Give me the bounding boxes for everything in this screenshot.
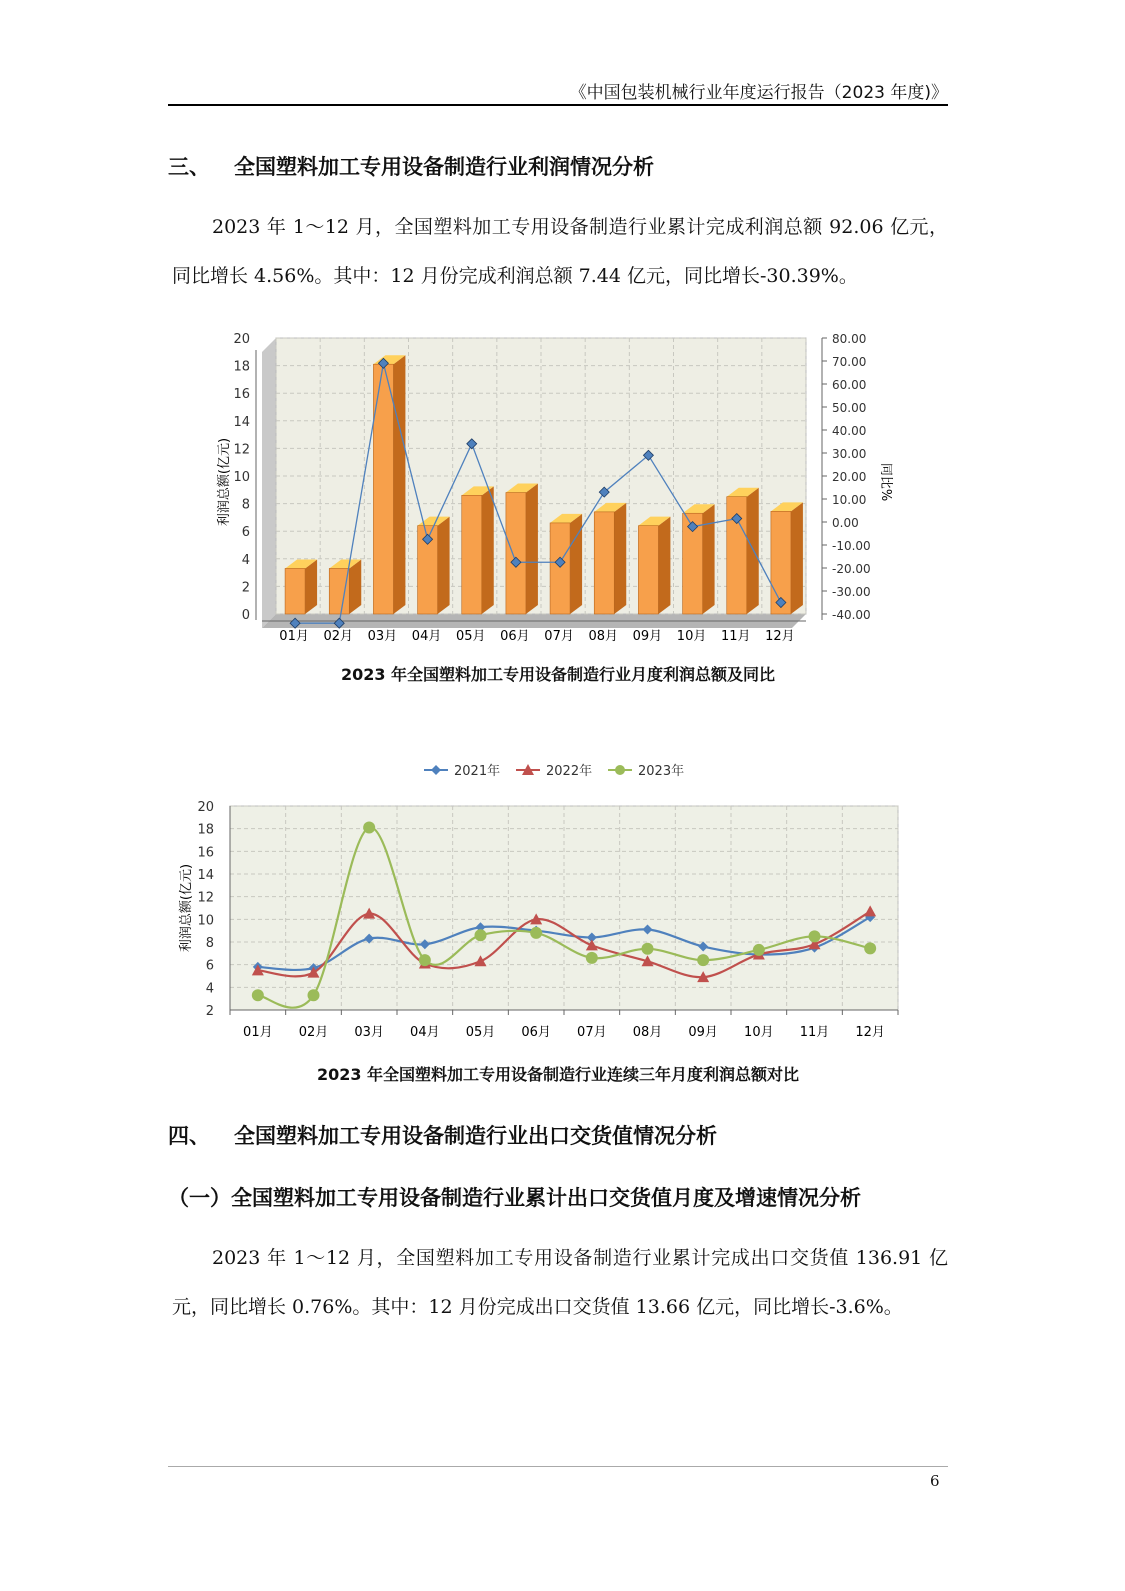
chart-1-bar-front — [638, 526, 658, 614]
chart-1-bar-front — [550, 523, 570, 614]
chart-1-y2-tick: 20.00 — [832, 470, 867, 484]
chart-1-bar — [550, 514, 582, 614]
running-header: 《中国包装机械行业年度运行报告（2023 年度)》 — [569, 83, 948, 103]
chart-1-bar-side — [703, 504, 715, 614]
chart-1-x-tick: 10月 — [676, 629, 707, 644]
chart-2-point — [419, 954, 431, 966]
chart-1-y2-label: 同比% — [878, 462, 893, 502]
chart-1-bar-front — [506, 493, 526, 614]
chart-1-y-tick: 2 — [241, 580, 250, 596]
chart-1-bar — [285, 559, 317, 614]
header-rule — [168, 104, 948, 106]
chart-2-y-tick: 8 — [205, 936, 214, 951]
chart-1-bar-front — [329, 568, 349, 614]
chart-1-y-tick: 16 — [233, 387, 250, 403]
chart-1-y-tick: 0 — [241, 608, 250, 623]
chart-1-bar-side — [614, 503, 626, 614]
chart-1-x-tick: 11月 — [720, 629, 751, 644]
chart-1-y2-tick: 10.00 — [832, 493, 867, 507]
chart-2-x-tick: 12月 — [855, 1025, 885, 1040]
section-4-text: 2023 年 1～12 月，全国塑料加工专用设备制造行业累计完成出口交货值 136.91 亿元，同比增长 0.76%。其中：12 月份完成出口交货值 13.66 亿元，同比增长-3.6%。 — [172, 1247, 948, 1318]
chart-1-left-wall — [262, 338, 276, 628]
chart-1-x-tick: 01月 — [279, 629, 309, 644]
chart-2-legend-item — [516, 763, 592, 779]
chart-1-x-tick: 04月 — [411, 629, 442, 644]
chart-1-bar-side — [438, 517, 450, 614]
chart-1-y2-tick: 80.00 — [832, 332, 867, 346]
chart-2-legend-item — [608, 763, 684, 779]
chart-1-y-tick: 20 — [233, 332, 250, 347]
chart-1-y2-tick: -20.00 — [832, 562, 871, 576]
chart-2-point — [530, 927, 542, 939]
chart-1-bar — [638, 517, 670, 614]
chart-monthly-profit-yoy — [0, 322, 1125, 662]
chart-2-point — [697, 954, 709, 966]
chart-2-point — [363, 822, 375, 834]
chart-2-point — [809, 930, 821, 942]
chart-2-legend-label: 2022年 — [546, 764, 593, 779]
chart-2-x-tick: 08月 — [632, 1025, 663, 1040]
chart-1-bar-side — [482, 486, 494, 614]
chart-1-bar — [462, 486, 494, 614]
chart-1-y2-tick: -40.00 — [832, 608, 871, 622]
chart-1-bar — [418, 517, 450, 614]
chart-1-y-tick: 14 — [233, 414, 250, 430]
chart-1-x-tick: 02月 — [323, 629, 354, 644]
chart-2-y-tick: 4 — [205, 981, 214, 997]
section-4-number: 四、 — [168, 1124, 210, 1148]
section-4-heading — [168, 1120, 717, 1150]
chart-1-y-tick: 12 — [233, 442, 250, 458]
chart-1-bar-side — [393, 355, 405, 614]
chart-2-x-tick: 03月 — [354, 1025, 384, 1040]
chart-1-bar — [771, 502, 803, 614]
chart-1-bar-front — [462, 495, 482, 614]
chart-2-point — [753, 944, 765, 956]
chart-2-caption: 2023 年全国塑料加工专用设备制造行业连续三年月度利润总额对比 — [316, 1065, 800, 1084]
subsection-4-1-title: 全国塑料加工专用设备制造行业累计出口交货值月度及增速情况分析 — [231, 1186, 861, 1210]
chart-2-point — [475, 929, 487, 941]
chart-1-y2-tick: -10.00 — [832, 539, 871, 553]
chart-2-y-tick: 2 — [205, 1004, 214, 1019]
chart-1-y-tick: 6 — [241, 525, 250, 541]
section-4-title: 全国塑料加工专用设备制造行业出口交货值情况分析 — [234, 1124, 717, 1148]
chart-2-x-tick: 07月 — [577, 1025, 607, 1040]
footer-rule — [168, 1466, 948, 1467]
chart-1-bar-side — [791, 502, 803, 614]
chart-1-bar-front — [285, 568, 305, 614]
chart-2-y-tick: 16 — [197, 845, 214, 861]
page-number: 6 — [930, 1472, 940, 1490]
chart-1-bar-side — [747, 488, 759, 614]
section-3-number: 三、 — [168, 155, 210, 179]
chart-1-bar-side — [658, 517, 670, 614]
chart-1-y2-tick: 40.00 — [832, 424, 867, 438]
chart-2-y-tick: 6 — [205, 958, 214, 974]
chart-1-y-label: 利润总额(亿元) — [217, 437, 232, 527]
chart-2-y-tick: 14 — [197, 868, 214, 883]
chart-2-y-tick: 10 — [197, 913, 214, 929]
chart-1-y-tick: 10 — [233, 470, 250, 485]
section-3-paragraph — [172, 203, 948, 301]
chart-2-point — [252, 989, 264, 1001]
chart-1-y2-tick: -30.00 — [832, 585, 871, 599]
chart-2-y-label: 利润总额(亿元) — [179, 863, 194, 953]
chart-2-legend-item — [424, 763, 500, 779]
section-4-paragraph — [172, 1234, 948, 1332]
chart-1-bar-side — [526, 484, 538, 614]
chart-2-legend-label: 2023年 — [638, 764, 685, 779]
chart-2-legend-label: 2021年 — [454, 764, 501, 779]
chart-1-y2-tick: 0.00 — [832, 516, 859, 530]
chart-2-x-tick: 02月 — [298, 1025, 329, 1040]
chart-1-y2-tick: 30.00 — [832, 447, 867, 461]
chart-three-year-comparison — [0, 752, 1125, 1052]
chart-2-point — [642, 943, 654, 955]
chart-1-y2-tick: 70.00 — [832, 355, 867, 369]
chart-1-x-tick: 08月 — [588, 629, 619, 644]
chart-1-bar — [683, 504, 715, 614]
section-3-text: 2023 年 1～12 月，全国塑料加工专用设备制造行业累计完成利润总额 92.06 亿元，同比增长 4.56%。其中：12 月份完成利润总额 7.44 亿元，同比增长-30.39%。 — [172, 216, 948, 287]
chart-2-x-tick: 01月 — [243, 1025, 273, 1040]
chart-1-y-tick: 8 — [241, 497, 250, 513]
chart-2-point — [308, 989, 320, 1001]
chart-1-y-tick: 18 — [233, 359, 250, 375]
chart-1-y2-tick: 50.00 — [832, 401, 867, 415]
chart-1-x-tick: 07月 — [544, 629, 574, 644]
chart-1-caption: 2023 年全国塑料加工专用设备制造行业月度利润总额及同比 — [340, 665, 776, 684]
chart-2-legend-marker — [431, 765, 441, 775]
subsection-4-1-number: （一） — [168, 1186, 231, 1210]
chart-2-x-tick: 09月 — [688, 1025, 718, 1040]
chart-1-x-tick: 05月 — [455, 629, 486, 644]
chart-2-y-tick: 12 — [197, 890, 214, 906]
chart-1-x-tick: 03月 — [367, 629, 398, 644]
chart-1-x-tick: 09月 — [632, 629, 663, 644]
chart-1-bar — [594, 503, 626, 614]
chart-2-y-tick: 20 — [197, 800, 214, 815]
chart-2-point — [864, 942, 876, 954]
chart-2-x-tick: 05月 — [465, 1025, 496, 1040]
chart-1-x-tick: 12月 — [765, 629, 795, 644]
chart-1-bar-front — [594, 512, 614, 614]
chart-2-point — [586, 952, 598, 964]
chart-2-x-tick: 04月 — [410, 1025, 440, 1040]
section-3-title: 全国塑料加工专用设备制造行业利润情况分析 — [234, 155, 654, 179]
chart-1-y-tick: 4 — [241, 552, 250, 568]
chart-1-bar-side — [305, 559, 317, 614]
chart-2-y-tick: 18 — [197, 822, 214, 838]
chart-1-bar-side — [570, 514, 582, 614]
chart-2-x-tick: 11月 — [799, 1025, 830, 1040]
chart-1-bar-side — [349, 559, 361, 614]
chart-2-x-tick: 06月 — [521, 1025, 551, 1040]
chart-1-x-tick: 06月 — [500, 629, 530, 644]
subsection-4-1-heading — [168, 1182, 861, 1212]
section-3-heading — [168, 151, 654, 181]
chart-2-legend-marker — [615, 765, 625, 775]
chart-1-y2-tick: 60.00 — [832, 378, 867, 392]
chart-2-x-tick: 10月 — [744, 1025, 774, 1040]
